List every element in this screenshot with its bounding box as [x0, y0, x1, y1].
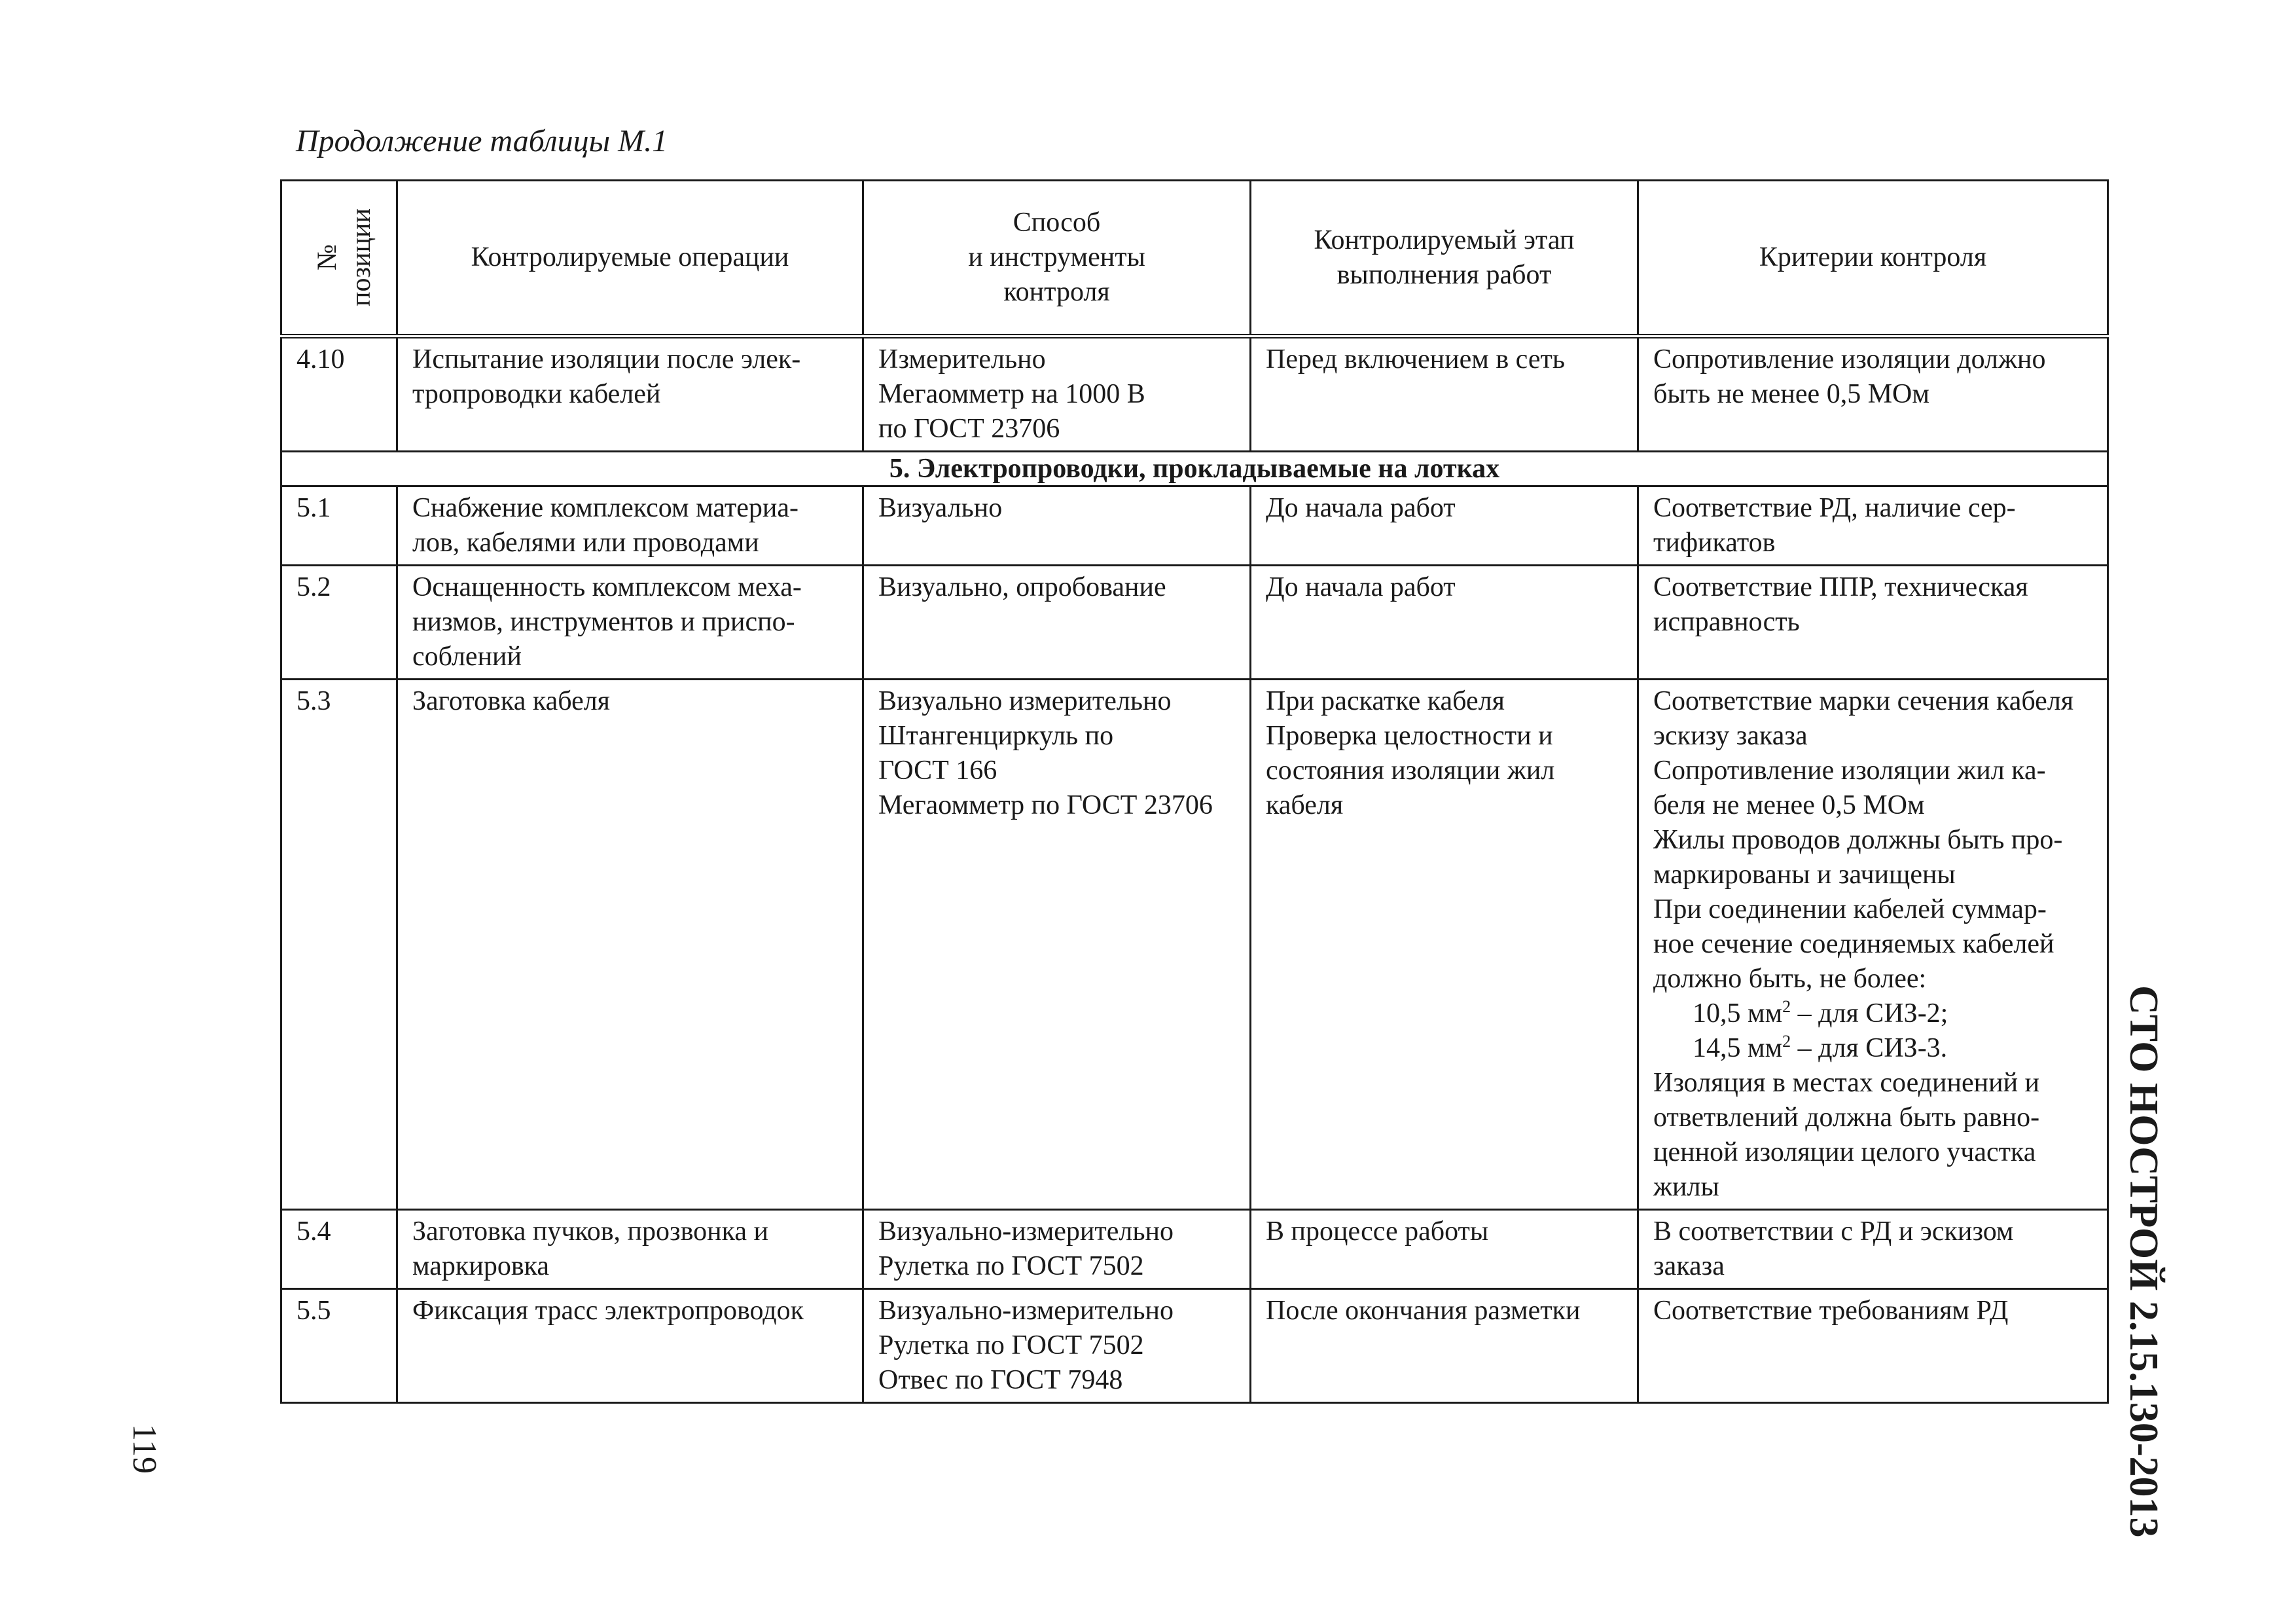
row-criteria: Соответствие РД, наличие сер- тификатов: [1638, 486, 2108, 566]
row-method: Визуально-измерительно Рулетка по ГОСТ 7502 Отвес по ГОСТ 7948: [863, 1289, 1251, 1403]
row-stage: До начала работ: [1251, 566, 1638, 680]
header-method: Способ и инструменты контроля: [863, 181, 1251, 337]
row-criteria: [1638, 680, 2108, 1210]
header-position-number: [281, 181, 397, 337]
row-method: Измерительно Мегаомметр на 1000 В по ГОСТ 23706: [863, 337, 1251, 452]
control-table: [280, 179, 2109, 1404]
criteria-text-part-2: Изоляция в местах соединений и ответвлений должна быть равно- ценной изоляции целого участка жилы: [1653, 1068, 2040, 1202]
row-operation: Заготовка кабеля: [397, 680, 863, 1210]
table-caption: Продолжение таблицы М.1: [296, 124, 668, 158]
table-header-row: [281, 181, 2108, 337]
section-header-row: [281, 452, 2108, 486]
criteria-siz3-line: [1653, 1031, 2092, 1066]
row-criteria: Соответствие требованиям РД: [1638, 1289, 2108, 1403]
row-number: 5.3: [281, 680, 397, 1210]
row-number: 5.4: [281, 1210, 397, 1289]
row-number: 5.5: [281, 1289, 397, 1403]
document-code: СТО НОСТРОЙ 2.15.130-2013: [2121, 985, 2166, 1538]
siz3-value: 14,5 мм: [1693, 1033, 1783, 1063]
row-operation: Снабжение комплексом материа- лов, кабелями или проводами: [397, 486, 863, 566]
row-method: Визуально: [863, 486, 1251, 566]
row-operation: Испытание изоляции после элек- тропроводки кабелей: [397, 337, 863, 452]
table-row: [281, 1210, 2108, 1289]
row-stage: После окончания разметки: [1251, 1289, 1638, 1403]
criteria-text-part-1: Соответствие марки сечения кабеля эскизу заказа Сопротивление изоляции жил ка- беля не менее 0,5 МОм Жилы проводов должны быть про- маркированы и зачищены При соединении кабелей суммар- ное сечение соединяемых кабелей должно быть, не более:: [1653, 686, 2074, 994]
header-stage: Контролируемый этап выполнения работ: [1251, 181, 1638, 337]
row-stage: В процессе работы: [1251, 1210, 1638, 1289]
siz3-label: – для СИЗ-3.: [1791, 1033, 1948, 1063]
header-operations: Контролируемые операции: [397, 181, 863, 337]
row-operation: Оснащенность комплексом меха- низмов, инструментов и приспо- соблений: [397, 566, 863, 680]
row-operation: Фиксация трасс электропроводок: [397, 1289, 863, 1403]
row-method: Визуально, опробование: [863, 566, 1251, 680]
table-row: [281, 337, 2108, 452]
siz2-value: 10,5 мм: [1693, 998, 1783, 1029]
header-num-symbol: №: [312, 244, 342, 271]
row-number: 5.2: [281, 566, 397, 680]
row-number: 5.1: [281, 486, 397, 566]
superscript: 2: [1782, 997, 1791, 1016]
table-row: [281, 1289, 2108, 1403]
page-number: 119: [126, 1424, 163, 1474]
section-title: 5. Электропроводки, прокладываемые на лотках: [281, 452, 2108, 486]
row-stage: При раскатке кабеля Проверка целостности и состояния изоляции жил кабеля: [1251, 680, 1638, 1210]
row-criteria: В соответствии с РД и эскизом заказа: [1638, 1210, 2108, 1289]
row-criteria: Сопротивление изоляции должно быть не менее 0,5 МОм: [1638, 337, 2108, 452]
superscript: 2: [1782, 1032, 1791, 1051]
row-operation: Заготовка пучков, прозвонка и маркировка: [397, 1210, 863, 1289]
row-method: Визуально-измерительно Рулетка по ГОСТ 7502: [863, 1210, 1251, 1289]
table-row: [281, 486, 2108, 566]
table-row: [281, 566, 2108, 680]
row-criteria: Соответствие ППР, техническая исправность: [1638, 566, 2108, 680]
row-stage: До начала работ: [1251, 486, 1638, 566]
row-number: 4.10: [281, 337, 397, 452]
criteria-siz2-line: [1653, 996, 2092, 1031]
row-method: Визуально измерительно Штангенциркуль по ГОСТ 166 Мегаомметр по ГОСТ 23706: [863, 680, 1251, 1210]
siz2-label: – для СИЗ-2;: [1791, 998, 1948, 1029]
header-num-label: позиции: [346, 208, 376, 306]
row-stage: Перед включением в сеть: [1251, 337, 1638, 452]
table-row: [281, 680, 2108, 1210]
header-criteria: Критерии контроля: [1638, 181, 2108, 337]
